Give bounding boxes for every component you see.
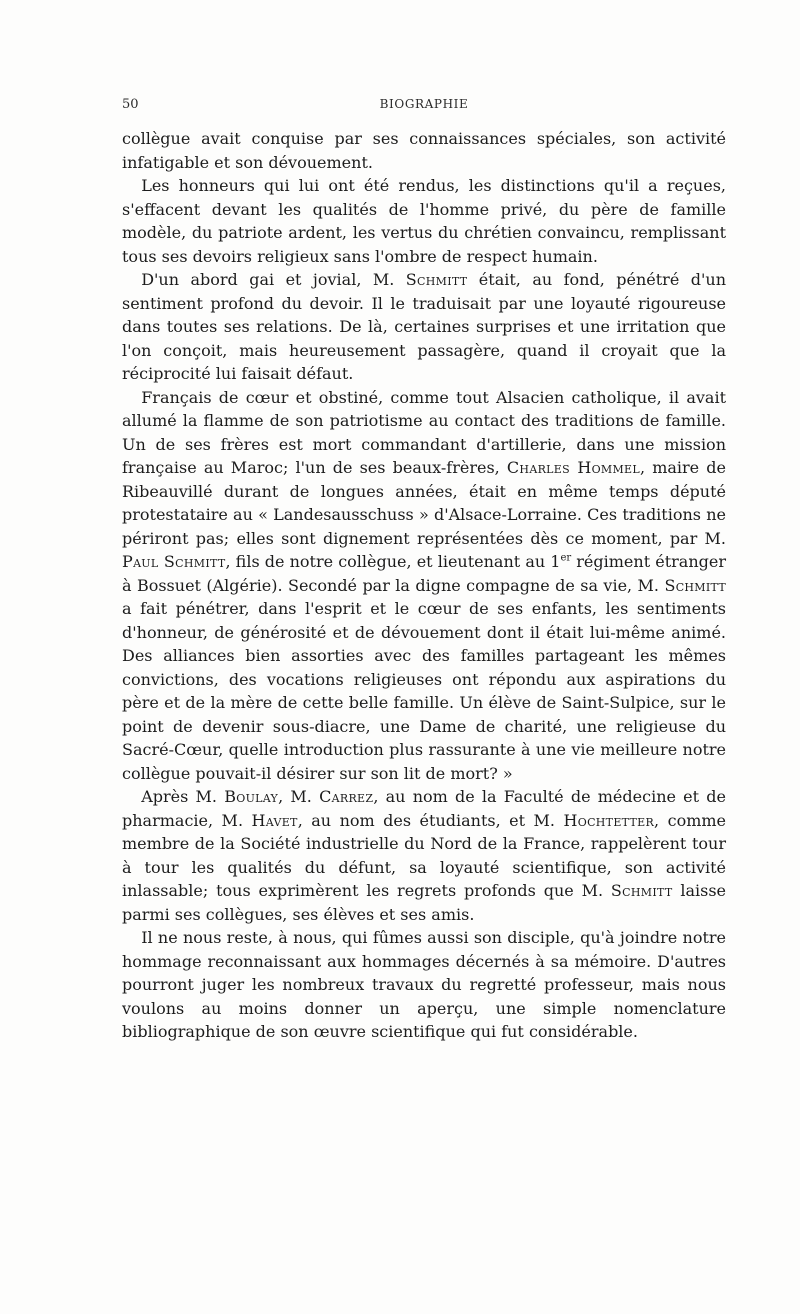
paragraph-5: [122, 785, 726, 926]
text-run: laisse parmi ses collègues, ses élèves et ses amis.: [122, 881, 727, 924]
body-text: [122, 127, 726, 1044]
paragraph-2: Les honneurs qui lui ont été rendus, les distinctions qu'il a reçues, s'effacent devant les qualités de l'homme privé, du père de famille modèle, du patriote ardent, les vertus du chrétien convaincu, remplissant tous ses devoirs religieux sans l'ombre de respect humain.: [122, 176, 726, 266]
paragraph-3: [122, 268, 726, 386]
person-name: Schmitt: [664, 575, 726, 595]
paragraph-1: collègue avait conquise par ses connaissances spéciales, son activité infatigable et son dévouement.: [122, 129, 726, 172]
paragraph-6: Il ne nous reste, à nous, qui fûmes aussi son disciple, qu'à joindre notre hommage reconnaissant aux hommages décernés à sa mémoire. D'autres pourront juger les nombreux travaux du regretté professeur, mais nous voulons au moins donner un aperçu, une simple nomenclature bibliographique de son œuvre scientifique qui fut considérable.: [122, 928, 726, 1041]
text-run: , M.: [278, 787, 320, 806]
text-run: D'un abord gai et jovial, M.: [141, 270, 406, 289]
paragraph-4: [122, 386, 726, 786]
section-title: BIOGRAPHIE: [379, 97, 469, 111]
text-run: , au nom des étudiants, et M.: [297, 810, 564, 830]
person-name: Paul Schmitt: [122, 552, 226, 571]
text-run: Français de cœur et obstiné, comme tout Alsacien catholique, il avait allumé la flamme de son patriotisme au contact des traditions de famille. Un de ses frères est mort commandant d'artillerie, dans une mission française au Maroc; l'un de ses beaux-frères,: [122, 387, 726, 477]
person-name: Schmitt: [610, 881, 673, 900]
text-run: , au nom de la Faculté de médecine et de pharmacie, M.: [122, 787, 726, 830]
person-name: Charles Hommel: [506, 458, 640, 477]
text-run: était, au fond, pénétré d'un sentiment profond du devoir. Il le traduisait par une loyauté rigoureuse dans toutes ses relations. De là, certaines surprises et une irritation que l'on conçoit, mais heureusement passagère, quand il croyait que la réciprocité lui faisait défaut.: [122, 270, 726, 383]
text-run: , comme membre de la Société industrielle du Nord de la France, rappelèrent tour à tour les qualités du défunt, sa loyauté scientifique, son activité inlassable; tous exprimèrent les regrets profonds que M.: [122, 810, 727, 900]
text-run: , fils de notre collègue, et lieutenant au 1: [225, 552, 561, 571]
person-name: Hochtetter: [563, 810, 655, 830]
page-number: 50: [122, 97, 139, 112]
text-run: Après M.: [141, 787, 225, 806]
person-name: Carrez: [319, 787, 374, 806]
person-name: Havet: [251, 810, 298, 830]
text-run: a fait pénétrer, dans l'esprit et le cœur de ses enfants, les sentiments d'honneur, de générosité et de dévouement dont il était lui-même animé. Des alliances bien assorties avec des familles partageant les mêmes convictions, des vocations religieuses ont répondu aux aspirations du père et de la mère de cette belle famille. Un élève de Saint-Sulpice, sur le point de devenir sous-diacre, une Dame de charité, une religieuse du Sacré-Cœur, quelle introduction plus rassurante à une vie meilleure notre collègue pouvait-il désirer sur son lit de mort? »: [122, 599, 726, 783]
running-head: [122, 97, 726, 117]
person-name: Boulay: [224, 787, 279, 806]
text-run: , maire de Ribeauvillé durant de longues années, était en même temps député protestataire au « Landesausschuss » d'Alsace-Lorraine. Ces traditions ne périront pas; elles sont dignement représentées dès ce moment, par M.: [122, 458, 726, 548]
ordinal-superscript: er: [560, 552, 572, 564]
person-name: Schmitt: [405, 270, 468, 289]
text-run: régiment étranger à Bossuet (Algérie). Secondé par la digne compagne de sa vie, M.: [122, 552, 726, 595]
